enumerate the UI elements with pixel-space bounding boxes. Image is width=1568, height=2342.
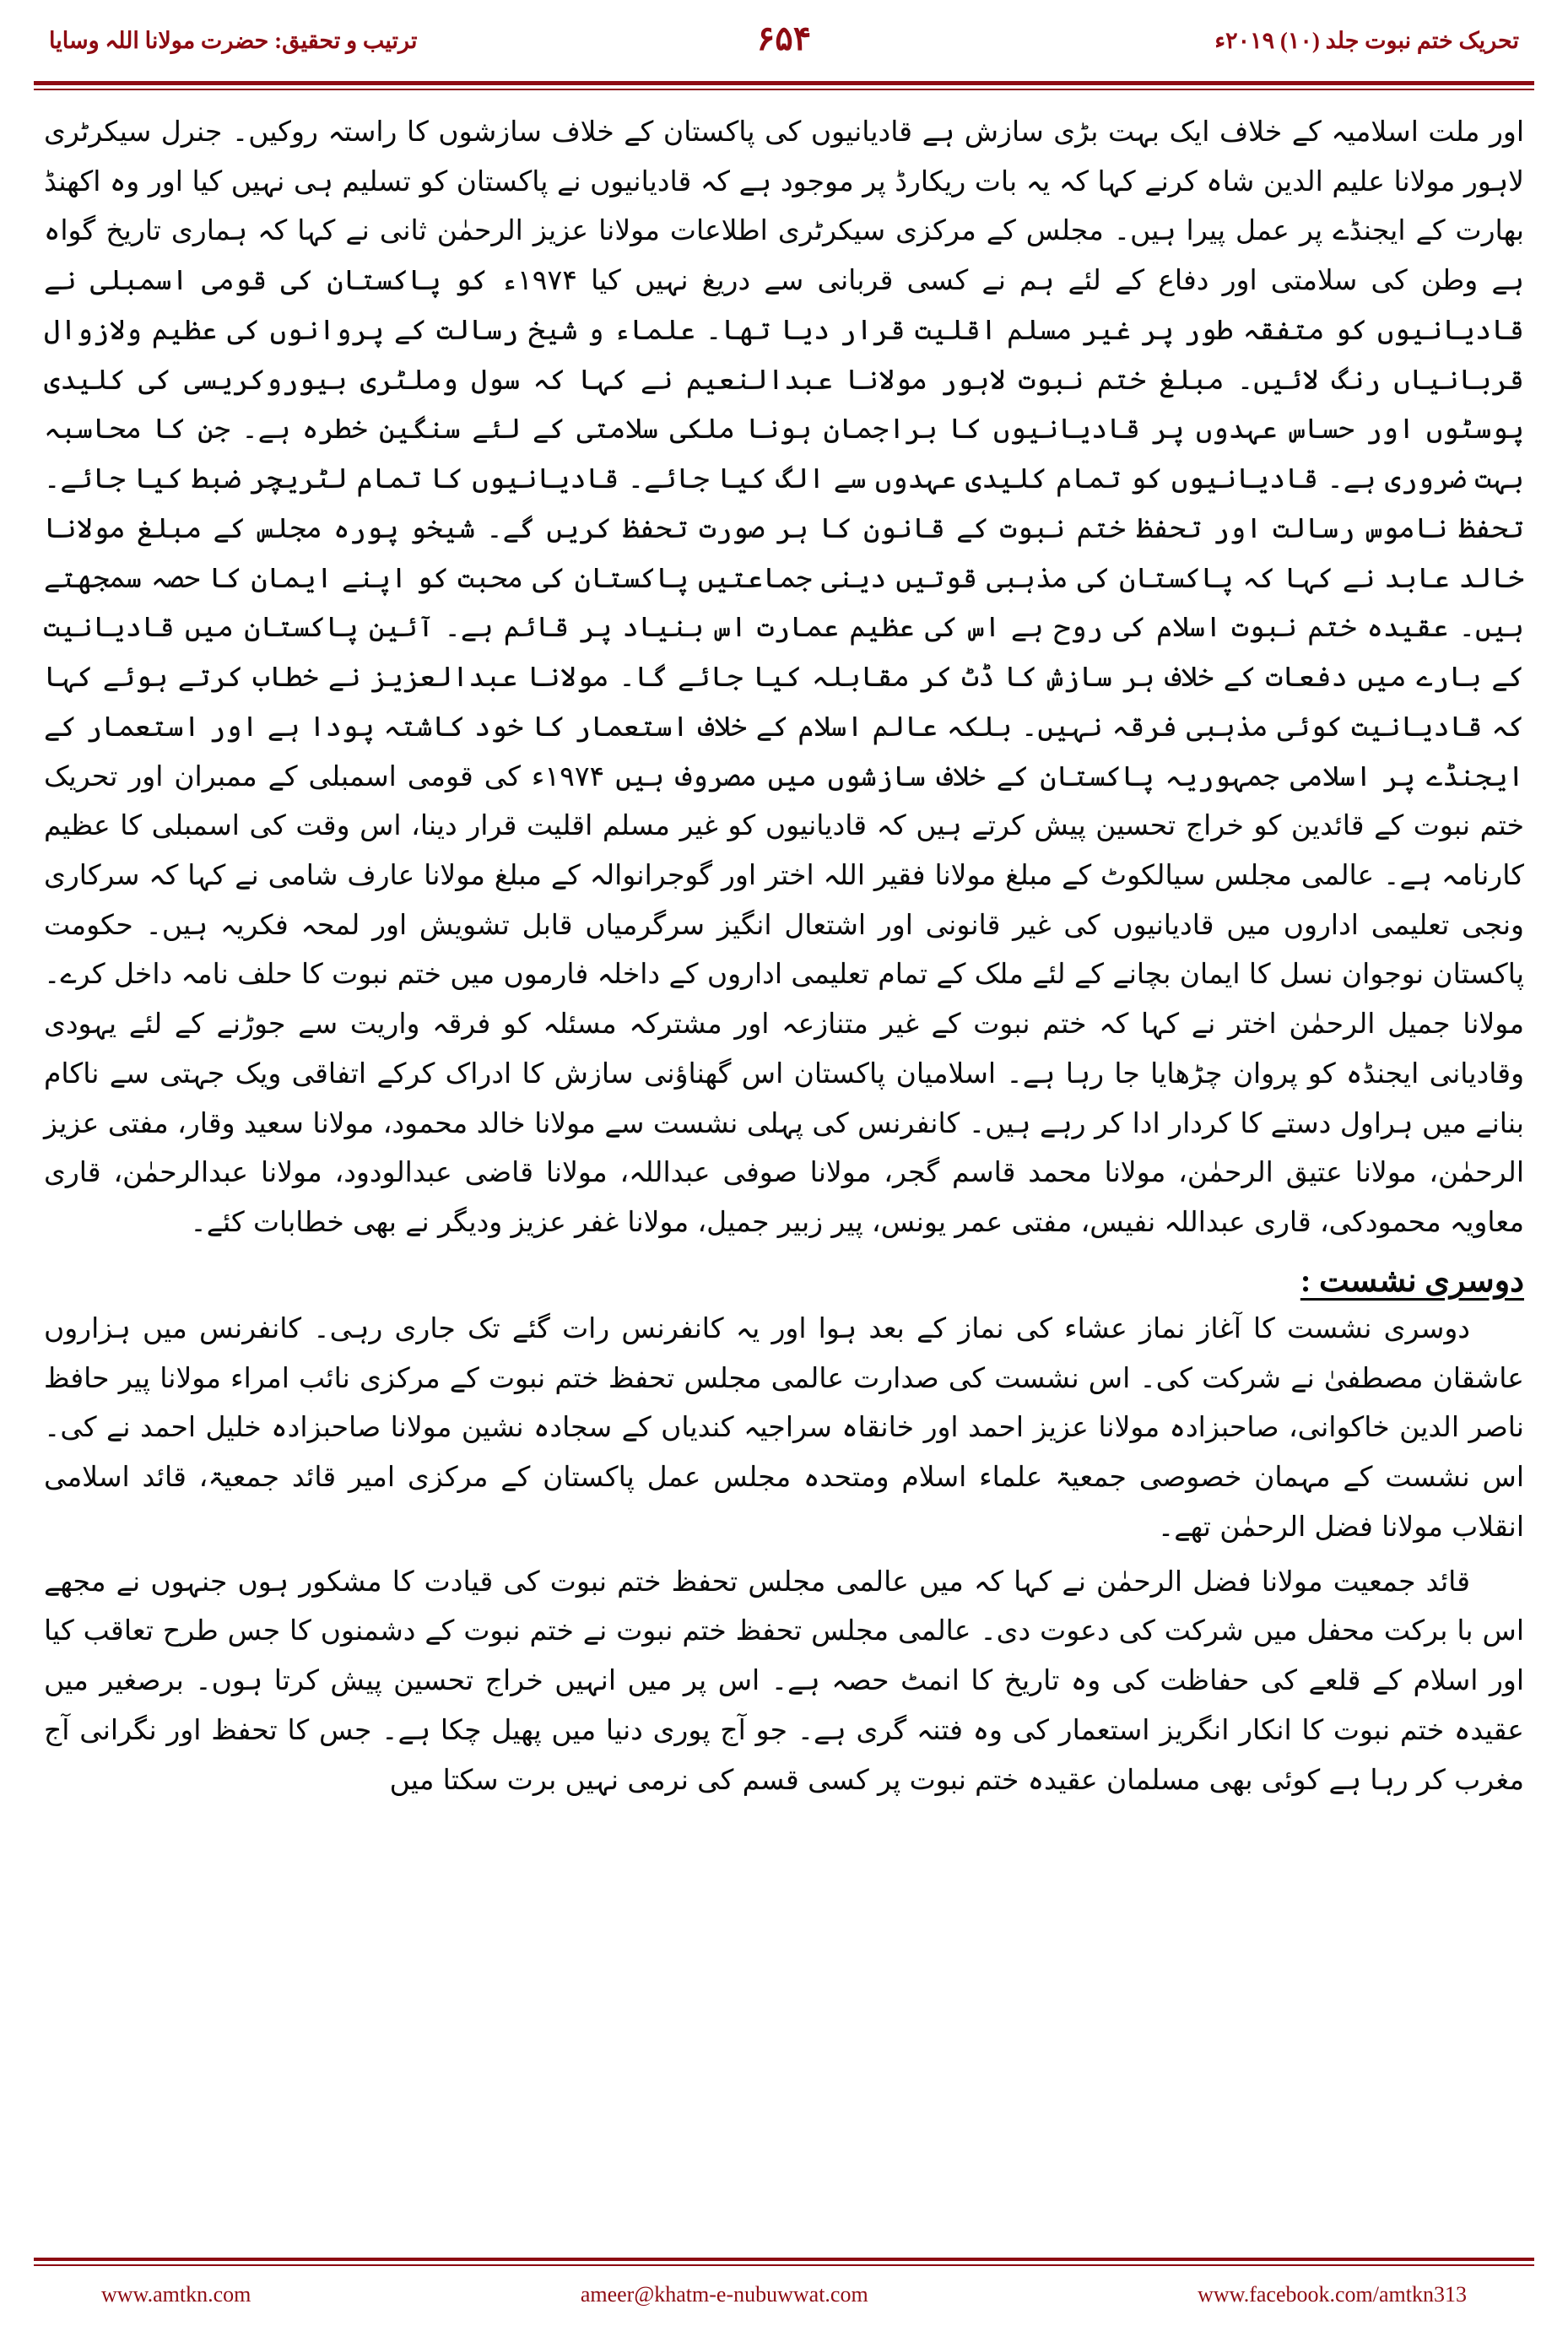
body-paragraph: قائد جمعیت مولانا فضل الرحمٰن نے کہا کہ میں عالمی مجلس تحفظ ختم نبوت کی قیادت کا مشکور ہوں جنہوں نے مجھے اس با برکت محفل میں شرکت کی دعوت دی۔ عالمی مجلس تحفظ ختم نبوت نے ختم نبوت کے دشمنوں کا جس طرح تعاقب کیا اور اسلام کے قلعے کی حفاظت کی وہ تاریخ کا انمٹ حصہ ہے۔ اس پر میں انہیں خراج تحسین پیش کرتا ہوں۔ برصغیر میں عقیدہ ختم نبوت کا انکار انگریز استعمار کی وہ فتنہ گری ہے۔ جو آج پوری دنیا میں پھیل چکا ہے۔ جس کا تحفظ اور نگرانی آج مغرب کر رہا ہے کوئی بھی مسلمان عقیدہ ختم نبوت پر کسی قسم کی نرمی نہیں برت سکتا میں — [44, 1566, 1524, 1796]
header-divider — [34, 81, 1534, 85]
header-left-text: تحریک ختم نبوت جلد (۱۰) ۲۰۱۹ء — [1214, 27, 1519, 53]
page-footer — [0, 2271, 1568, 2318]
header-right-text: ترتیب و تحقیق: حضرت مولانا اللہ وسایا — [49, 27, 418, 53]
body-paragraph: دوسری نشست کا آغاز نماز عشاء کی نماز کے بعد ہوا اور یہ کانفرنس رات گئے تک جاری رہی۔ کانفرنس میں ہزاروں عاشقان مصطفیٰ نے شرکت کی۔ اس نشست کی صدارت عالمی مجلس تحفظ ختم نبوت کے مرکزی نائب امراء مولانا پیر حافظ ناصر الدین خاکوانی، صاحبزادہ مولانا عزیز احمد اور خانقاہ سراجیہ کندیاں کے سجادہ نشین مولانا صاحبزادہ خلیل احمد نے کی۔ اس نشست کے مہمان خصوصی جمعیۃ علماء اسلام ومتحدہ مجلس عمل پاکستان کے مرکزی امیر قائد جمعیۃ، قائد اسلامی انقلاب مولانا فضل الرحمٰن تھے۔ — [44, 1313, 1524, 1543]
footer-facebook-link[interactable]: www.facebook.com/amtkn313 — [1198, 2282, 1467, 2307]
document-body — [44, 108, 1524, 2232]
section-heading: دوسری نشست : — [1300, 1263, 1524, 1299]
body-paragraph: اور ملت اسلامیہ کے خلاف ایک بہت بڑی سازش ہے قادیانیوں کی پاکستان کے خلاف سازشوں کا راستہ روکیں۔ جنرل سیکرٹری لاہور مولانا علیم الدین شاہ کرنے کہا کہ یہ بات ریکارڈ پر موجود ہے کہ قادیانیوں نے پاکستان کو تسلیم ہی نہیں کیا اور وہ اکھنڈ بھارت کے ایجنڈے پر عمل پیرا ہیں۔ مجلس کے مرکزی سیکرٹری اطلاعات مولانا عزیز الرحمٰن ثانی نے کہا کہ ہماری تاریخ گواہ ہے وطن کی سلامتی اور دفاع کے لئے ہم نے کسی قربانی سے دریغ نہیں کیا ۱۹۷۴ء کو پاکستان کی قومی اسمبلی نے قادیانیوں کو متفقہ طور پر غیر مسلم اقلیت قرار دیا تھا۔ علماء و شیخ رسالت کے پروانوں کی عظیم ولازوال قربانیاں رنگ لائیں۔ مبلغ ختم نبوت لاہور مولانا عبدالنعیم نے کہا کہ سول وملٹری بیوروکریسی کی کلیدی پوسٹوں اور حساس عہدوں پر قادیانیوں کا براجمان ہونا ملکی سلامتی کے لئے سنگین خطرہ ہے۔ جن کا محاسبہ بہت ضروری ہے۔ قادیانیوں کو تمام کلیدی عہدوں سے الگ کیا جائے۔ قادیانیوں کا تمام لٹریچر ضبط کیا جائے۔ تحفظ ناموس رسالت اور تحفظ ختم نبوت کے قانون کا ہر صورت تحفظ کریں گے۔ شیخو پورہ مجلس کے مبلغ مولانا خالد عابد نے کہا کہ پاکستان کی مذہبی قوتیں دینی جماعتیں پاکستان کی محبت کو اپنے ایمان کا حصہ سمجھتے ہیں۔ عقیدہ ختم نبوت اسلام کی روح ہے اس کی عظیم عمارت اس بنیاد پر قائم ہے۔ آئین پاکستان میں قادیانیت کے بارے میں دفعات کے خلاف ہر سازش کا ڈٹ کر مقابلہ کیا جائے گا۔ مولانا عبدالعزیز نے خطاب کرتے ہوئے کہا کہ قادیانیت کوئی مذہبی فرقہ نہیں۔ بلکہ عالم اسلام کے خلاف استعمار کا خود کاشتہ پودا ہے اور استعمار کے ایجنڈے پر اسلامی جمہوریہ پاکستان کے خلاف سازشوں میں مصروف ہیں ۱۹۷۴ء کی قومی اسمبلی کے ممبران اور تحریک ختم نبوت کے قائدین کو خراج تحسین پیش کرتے ہیں کہ قادیانیوں کو غیر مسلم اقلیت قرار دینا، اس وقت کی اسمبلی کا عظیم کارنامہ ہے۔ عالمی مجلس سیالکوٹ کے مبلغ مولانا فقیر اللہ اختر اور گوجرانوالہ کے مبلغ مولانا عارف شامی نے کہا کہ سرکاری ونجی تعلیمی اداروں میں قادیانیوں کی غیر قانونی اور اشتعال انگیز سرگرمیاں قابل تشویش اور لمحہ فکریہ ہیں۔ حکومت پاکستان نوجوان نسل کا ایمان بچانے کے لئے ملک کے تمام تعلیمی اداروں کے داخلہ فارموں میں ختم نبوت کا حلف نامہ داخل کرے۔ مولانا جمیل الرحمٰن اختر نے کہا کہ ختم نبوت کے غیر متنازعہ اور مشترکہ مسئلہ کو فرقہ واریت سے جوڑنے کے لئے یہودی وقادیانی ایجنڈہ کو پروان چڑھایا جا رہا ہے۔ اسلامیان پاکستان اس گھناؤنی سازش کا ادراک کرکے اتفاقی ویک جہتی سے ناکام بنانے میں ہراول دستے کا کردار ادا کر رہے ہیں۔ کانفرنس کی پہلی نشست سے مولانا خالد محمود، مولانا سعید وقار، مفتی عزیز الرحمٰن، مولانا عتیق الرحمٰن، مولانا محمد قاسم گجر، مولانا صوفی عبداللہ، مولانا قاضی عبدالودود، مولانا عبدالرحمٰن، قاری معاویہ محمودکی، قاری عبداللہ نفیس، مفتی عمر یونس، پیر زبیر جمیل، مولانا غفر عزیز ودیگر نے بھی خطابات کئے۔ — [44, 117, 1525, 1239]
footer-divider — [34, 2258, 1534, 2261]
page-header — [0, 0, 1568, 81]
page-number: ۶۵۴ — [756, 19, 812, 57]
footer-email[interactable]: ameer@khatm-e-nubuwwat.com — [580, 2282, 868, 2307]
footer-website-link[interactable]: www.amtkn.com — [101, 2282, 251, 2307]
